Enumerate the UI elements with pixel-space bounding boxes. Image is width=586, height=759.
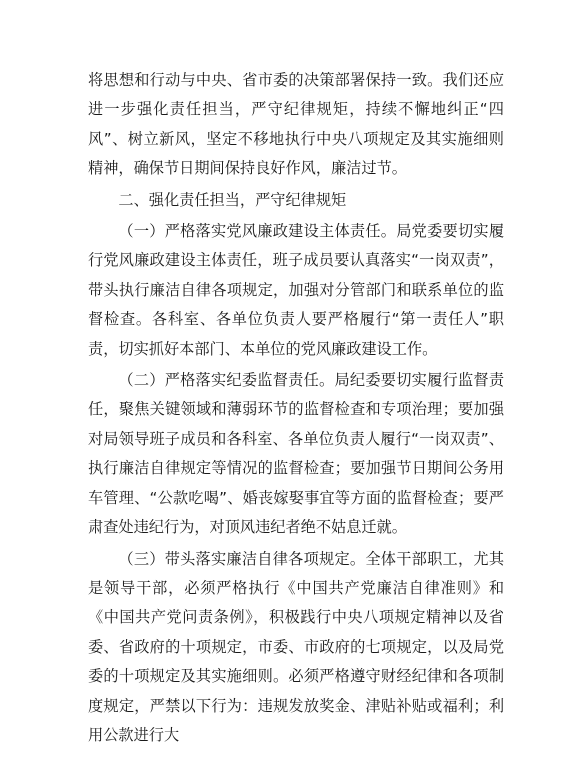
paragraph-item-1: （一）严格落实党风廉政建设主体责任。局党委要切实履行党风廉政建设主体责任，班子成员要认真落实“一岗双责”，带头执行廉洁自律各项规定，加强对分管部门和联系单位的监督检查。各科室、各单位负责人要严格履行“第一责任人”职责，切实抓好本部门、本单位的党风廉政建设工作。: [88, 222, 504, 358]
document-body: [88, 66, 504, 750]
paragraph-intro: 将思想和行动与中央、省市委的决策部署保持一致。我们还应进一步强化责任担当，严守纪律规矩，持续不懈地纠正“四风”、树立新风，坚定不移地执行中央八项规定及其实施细则精神，确保节日期间保持良好作风，廉洁过节。: [88, 71, 504, 178]
section-heading: 二、强化责任担当，严守纪律规矩: [118, 190, 347, 209]
paragraph-item-3: （三）带头落实廉洁自律各项规定。全体干部职工，尤其是领导干部，必须严格执行《中国共产党廉洁自律准则》和《中国共产党问责条例》，积极践行中央八项规定精神以及省委、省政府的十项规定，市委、市政府的七项规定，以及局党委的十项规定及其实施细则。必须严格遵守财经纪律和各项制度规定，严禁以下行为：违规发放奖金、津贴补贴或福利；利用公款进行大: [88, 549, 504, 744]
paragraph-item-2: （二）严格落实纪委监督责任。局纪委要切实履行监督责任，聚焦关键领域和薄弱环节的监督检查和专项治理；要加强对局领导班子成员和各科室、各单位负责人履行“一岗双责”、执行廉洁自律规定等情况的监督检查；要加强节日期间公务用车管理、“公款吃喝”、婚丧嫁娶事宜等方面的监督检查；要严肃查处违纪行为，对顶风违纪者绝不姑息迁就。: [88, 371, 504, 537]
